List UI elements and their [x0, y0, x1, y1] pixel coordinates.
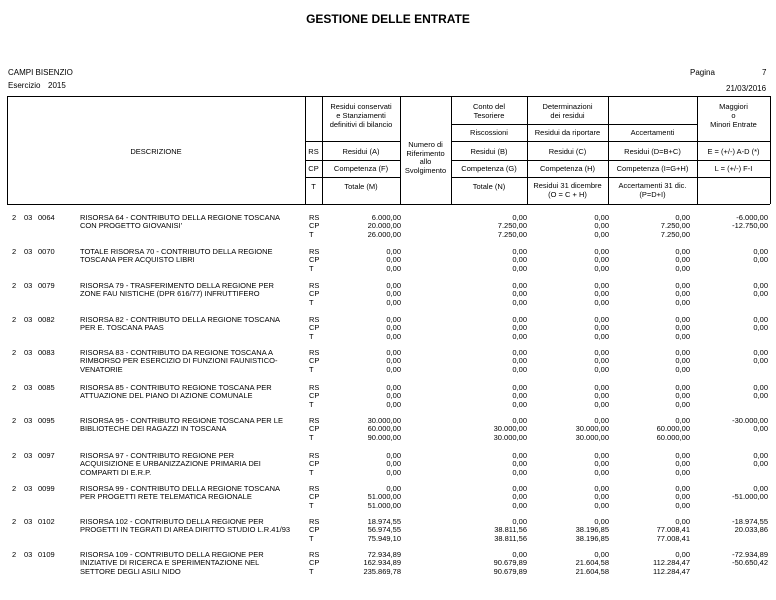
- row-value-v2: 0,00: [512, 517, 527, 526]
- row-value-v1: 0,00: [386, 391, 401, 401]
- row-code-2: 03: [24, 213, 33, 222]
- row-value-v2: 0,00: [512, 550, 527, 559]
- row-value-v2: 0,00: [512, 399, 527, 409]
- header-riscossioni: Riscossioni: [470, 128, 508, 137]
- row-value-v2: 0,00: [512, 391, 527, 401]
- row-value-v5: 0,00: [753, 451, 768, 460]
- header-competenza-f: Competenza (F): [333, 164, 389, 173]
- row-value-v3: 0,00: [594, 255, 609, 265]
- row-value-v2: 0,00: [512, 255, 527, 265]
- row-type-t: T: [309, 263, 314, 273]
- row-value-v1: 0,00: [386, 263, 401, 273]
- row-code-2: 03: [24, 416, 33, 425]
- header-residui-a: Residui (A): [342, 147, 380, 156]
- row-value-v2: 0,00: [512, 500, 527, 510]
- row-value-v2: 0,00: [512, 289, 527, 299]
- row-type-t: T: [309, 297, 314, 307]
- row-value-v1: 0,00: [386, 467, 401, 477]
- row-value-v4: 0,00: [675, 213, 690, 222]
- row-code-2: 03: [24, 281, 33, 290]
- row-value-v5: -6.000,00: [736, 213, 768, 222]
- row-value-v3: 0,00: [594, 356, 609, 366]
- row-value-v2: 0,00: [512, 356, 527, 366]
- row-value-v4: 0,00: [675, 331, 690, 341]
- row-value-v2: 0,00: [512, 331, 527, 341]
- row-code-2: 03: [24, 383, 33, 392]
- report-date: 21/03/2016: [726, 84, 767, 93]
- row-type-t: T: [309, 364, 314, 374]
- row-value-v1: 26.000,00: [367, 229, 401, 239]
- row-code-1: 2: [12, 281, 17, 290]
- row-value-v1: 51.000,00: [367, 500, 401, 510]
- row-code-3: 0097: [38, 451, 55, 460]
- row-value-v2: 30.000,00: [493, 432, 527, 442]
- row-value-v3: 0,00: [594, 331, 609, 341]
- row-code-3: 0099: [38, 484, 55, 493]
- row-value-v4: 77.008,41: [656, 533, 690, 543]
- row-value-v1: 72.934,89: [367, 550, 401, 559]
- row-value-v3: 0,00: [594, 263, 609, 273]
- row-type-t: T: [309, 533, 314, 543]
- row-type-cp: CP: [309, 492, 320, 502]
- row-code-3: 0109: [38, 550, 55, 559]
- row-value-v4: 60.000,00: [656, 424, 690, 434]
- row-value-v2: 0,00: [512, 383, 527, 392]
- row-type-cp: CP: [309, 391, 320, 401]
- row-value-v4: 112.284,47: [653, 558, 690, 568]
- row-value-v4: 77.008,41: [656, 525, 690, 535]
- row-value-v3: 0,00: [594, 229, 609, 239]
- row-value-v4: 0,00: [675, 263, 690, 273]
- row-value-v2: 0,00: [512, 213, 527, 222]
- row-code-1: 2: [12, 416, 17, 425]
- row-value-v1: 18.974,55: [367, 517, 401, 526]
- row-value-v3: 0,00: [594, 416, 609, 425]
- header-totale-n: Totale (N): [472, 182, 506, 191]
- row-value-v1: 0,00: [386, 399, 401, 409]
- header-residui-c: Residui (C): [548, 147, 587, 156]
- header-competenza-h: Competenza (H): [539, 164, 596, 173]
- row-value-v3: 0,00: [594, 459, 609, 469]
- row-value-v2: 7.250,00: [497, 221, 527, 231]
- row-value-v5: 0,00: [753, 356, 768, 366]
- row-value-v4: 0,00: [675, 492, 690, 502]
- row-description: RISORSA 109 - CONTRIBUTO DELLA REGIONE PER INIZIATIVE DI RICERCA E SPERIMENTAZIONE NEL SETTORE DEGLI ASILI NIDO: [80, 550, 264, 576]
- row-description: RISORSA 83 - CONTRIBUTO DA REGIONE TOSCANA A RIMBORSO PER ESERCIZIO DI FUNZIONI FAUNISTICO- VENATORIE: [80, 348, 278, 374]
- row-value-v3: 0,00: [594, 364, 609, 374]
- row-value-v5: 0,00: [753, 281, 768, 290]
- row-value-v5: 0,00: [753, 255, 768, 265]
- row-type-cp: CP: [309, 289, 320, 299]
- row-type-cp: CP: [309, 323, 320, 333]
- row-code-2: 03: [24, 451, 33, 460]
- row-value-v1: 0,00: [386, 383, 401, 392]
- row-value-v4: 7.250,00: [660, 229, 690, 239]
- row-value-v4: 0,00: [675, 247, 690, 256]
- row-type-rs: RS: [309, 281, 320, 290]
- row-value-v3: 21.604,58: [575, 558, 609, 568]
- header-e-formula: E = (+/-) A-D (*): [707, 147, 760, 156]
- row-type-cp: CP: [309, 221, 320, 231]
- row-value-v4: 0,00: [675, 323, 690, 333]
- row-value-v5: 0,00: [753, 289, 768, 299]
- row-value-v2: 0,00: [512, 364, 527, 374]
- row-value-v1: 0,00: [386, 451, 401, 460]
- row-type-rs: RS: [309, 315, 320, 324]
- row-description: RISORSA 85 - CONTRIBUTO REGIONE TOSCANA PER ATTUAZIONE DEL PIANO DI AZIONE COMUNALE: [80, 383, 272, 401]
- page-title: GESTIONE DELLE ENTRATE: [306, 12, 470, 26]
- header-residui-da-riportare: Residui da riportare: [534, 128, 601, 137]
- row-value-v3: 0,00: [594, 484, 609, 493]
- row-type-rs: RS: [309, 416, 320, 425]
- row-value-v3: 0,00: [594, 492, 609, 502]
- row-code-1: 2: [12, 383, 17, 392]
- row-code-3: 0079: [38, 281, 55, 290]
- row-value-v3: 38.196,85: [575, 533, 609, 543]
- row-value-v1: 90.000,00: [367, 432, 401, 442]
- row-code-2: 03: [24, 348, 33, 357]
- row-value-v5: -18.974,55: [732, 517, 768, 526]
- row-value-v4: 0,00: [675, 364, 690, 374]
- row-code-1: 2: [12, 247, 17, 256]
- row-code-3: 0082: [38, 315, 55, 324]
- row-value-v3: 0,00: [594, 399, 609, 409]
- row-value-v4: 0,00: [675, 500, 690, 510]
- row-value-v1: 0,00: [386, 255, 401, 265]
- row-value-v3: 0,00: [594, 383, 609, 392]
- row-value-v3: 0,00: [594, 281, 609, 290]
- header-accertamenti: Accertamenti: [630, 128, 675, 137]
- row-description: RISORSA 95 - CONTRIBUTO REGIONE TOSCANA PER LE BIBLIOTECHE DEI RAGAZZI IN TOSCANA: [80, 416, 283, 434]
- row-code-1: 2: [12, 451, 17, 460]
- header-residui-d: Residui (D=B+C): [624, 147, 681, 156]
- header-maggiori: Maggiori o Minori Entrate: [710, 102, 757, 129]
- row-type-t: T: [309, 566, 314, 576]
- row-value-v2: 90.679,89: [493, 566, 527, 576]
- row-value-v1: 0,00: [386, 484, 401, 493]
- row-value-v3: 0,00: [594, 247, 609, 256]
- row-type-rs: RS: [309, 213, 320, 222]
- header-residui-b: Residui (B): [470, 147, 508, 156]
- row-code-1: 2: [12, 348, 17, 357]
- row-value-v4: 0,00: [675, 459, 690, 469]
- row-value-v1: 0,00: [386, 356, 401, 366]
- row-type-cp: CP: [309, 459, 320, 469]
- row-value-v1: 0,00: [386, 348, 401, 357]
- row-value-v1: 0,00: [386, 315, 401, 324]
- header-rs: RS: [308, 147, 319, 156]
- row-value-v4: 0,00: [675, 550, 690, 559]
- row-type-t: T: [309, 331, 314, 341]
- exercise-label: Esercizio: [8, 81, 41, 90]
- row-value-v3: 30.000,00: [575, 424, 609, 434]
- row-type-rs: RS: [309, 451, 320, 460]
- row-value-v2: 90.679,89: [493, 558, 527, 568]
- row-value-v5: -51.000,00: [732, 492, 768, 502]
- row-value-v4: 0,00: [675, 289, 690, 299]
- row-value-v4: 112.284,47: [653, 566, 690, 576]
- row-value-v3: 0,00: [594, 289, 609, 299]
- header-competenza-i: Competenza (I=G+H): [616, 164, 689, 173]
- row-code-1: 2: [12, 484, 17, 493]
- header-residui-conservati: Residui conservati e Stanziamenti definitivi di bilancio: [329, 102, 393, 129]
- row-value-v4: 0,00: [675, 399, 690, 409]
- header-cp: CP: [308, 164, 319, 173]
- row-value-v4: 0,00: [675, 356, 690, 366]
- header-residui-31: Residui 31 dicembre (O = C + H): [533, 181, 602, 199]
- row-type-cp: CP: [309, 525, 320, 535]
- row-value-v1: 0,00: [386, 323, 401, 333]
- row-value-v4: 0,00: [675, 391, 690, 401]
- row-code-3: 0070: [38, 247, 55, 256]
- row-code-3: 0064: [38, 213, 55, 222]
- row-code-1: 2: [12, 315, 17, 324]
- row-value-v2: 0,00: [512, 315, 527, 324]
- row-value-v1: 0,00: [386, 331, 401, 341]
- row-value-v1: 0,00: [386, 247, 401, 256]
- row-value-v2: 0,00: [512, 323, 527, 333]
- row-value-v3: 0,00: [594, 297, 609, 307]
- row-value-v4: 0,00: [675, 416, 690, 425]
- row-type-t: T: [309, 467, 314, 477]
- row-value-v5: -12.750,00: [732, 221, 768, 231]
- row-type-rs: RS: [309, 517, 320, 526]
- row-value-v3: 0,00: [594, 221, 609, 231]
- row-value-v5: -50.650,42: [732, 558, 768, 568]
- row-code-2: 03: [24, 247, 33, 256]
- header-accertamenti-31: Accertamenti 31 dic. (P=D+I): [618, 181, 687, 199]
- row-description: RISORSA 99 - CONTRIBUTO DELLA REGIONE TOSCANA PER PROGETTI RETE TELEMATICA REGIONALE: [80, 484, 281, 502]
- row-value-v5: -72.934,89: [732, 550, 768, 559]
- row-value-v2: 0,00: [512, 484, 527, 493]
- row-value-v3: 0,00: [594, 323, 609, 333]
- header-conto-tesoriere: Conto del Tesoriere: [472, 102, 506, 120]
- row-code-3: 0102: [38, 517, 55, 526]
- row-value-v1: 235.869,78: [363, 566, 401, 576]
- row-value-v2: 0,00: [512, 492, 527, 502]
- row-value-v2: 30.000,00: [493, 424, 527, 434]
- row-value-v3: 0,00: [594, 391, 609, 401]
- row-value-v4: 0,00: [675, 484, 690, 493]
- row-value-v2: 7.250,00: [497, 229, 527, 239]
- row-value-v1: 6.000,00: [371, 213, 401, 222]
- row-value-v4: 0,00: [675, 383, 690, 392]
- row-value-v3: 38.196,85: [575, 525, 609, 535]
- row-type-t: T: [309, 500, 314, 510]
- row-value-v2: 38.811,56: [494, 533, 527, 543]
- row-code-3: 0085: [38, 383, 55, 392]
- row-value-v3: 30.000,00: [575, 432, 609, 442]
- row-value-v3: 0,00: [594, 550, 609, 559]
- header-totale-m: Totale (M): [344, 182, 378, 191]
- row-code-2: 03: [24, 484, 33, 493]
- row-value-v3: 0,00: [594, 467, 609, 477]
- row-value-v1: 162.934,89: [363, 558, 401, 568]
- header-l-formula: L = (+/-) F-I: [714, 164, 753, 173]
- row-type-rs: RS: [309, 383, 320, 392]
- row-value-v1: 0,00: [386, 289, 401, 299]
- row-value-v1: 60.000,00: [367, 424, 401, 434]
- row-value-v1: 51.000,00: [367, 492, 401, 502]
- row-value-v5: 0,00: [753, 348, 768, 357]
- row-value-v4: 0,00: [675, 467, 690, 477]
- row-value-v4: 0,00: [675, 348, 690, 357]
- row-value-v4: 0,00: [675, 517, 690, 526]
- row-value-v2: 0,00: [512, 297, 527, 307]
- row-value-v1: 75.949,10: [367, 533, 401, 543]
- row-value-v4: 7.250,00: [660, 221, 690, 231]
- row-value-v2: 0,00: [512, 281, 527, 290]
- row-value-v1: 0,00: [386, 364, 401, 374]
- row-value-v3: 0,00: [594, 517, 609, 526]
- row-description: RISORSA 64 - CONTRIBUTO DELLA REGIONE TOSCANA CON PROGETTO GIOVANISI': [80, 213, 281, 231]
- row-type-cp: CP: [309, 356, 320, 366]
- page-label: Pagina: [690, 68, 715, 77]
- row-description: RISORSA 102 - CONTRIBUTO DELLA REGIONE PER PROGETTI IN TEGRATI DI AREA DIRITTO STUDIO L.R.41/93: [80, 517, 291, 535]
- header-t: T: [311, 182, 316, 191]
- row-type-t: T: [309, 229, 314, 239]
- row-type-rs: RS: [309, 484, 320, 493]
- row-value-v2: 0,00: [512, 263, 527, 273]
- row-code-3: 0095: [38, 416, 55, 425]
- row-value-v2: 0,00: [512, 247, 527, 256]
- row-type-t: T: [309, 399, 314, 409]
- row-value-v3: 0,00: [594, 213, 609, 222]
- row-value-v1: 56.974,55: [367, 525, 401, 535]
- row-description: RISORSA 97 - CONTRIBUTO REGIONE PER ACQUISIZIONE E URBANIZZAZIONE PRIMARIA DEI COMPARTI DI E.R.P.: [80, 451, 261, 477]
- row-value-v5: 0,00: [753, 391, 768, 401]
- row-code-2: 03: [24, 517, 33, 526]
- row-type-cp: CP: [309, 255, 320, 265]
- row-type-rs: RS: [309, 348, 320, 357]
- row-value-v5: -30.000,00: [732, 416, 768, 425]
- row-code-1: 2: [12, 517, 17, 526]
- row-code-2: 03: [24, 315, 33, 324]
- row-value-v2: 38.811,56: [494, 525, 527, 535]
- row-value-v5: 0,00: [753, 484, 768, 493]
- page-number: 7: [762, 68, 767, 77]
- row-value-v5: 0,00: [753, 424, 768, 434]
- row-code-3: 0083: [38, 348, 55, 357]
- row-value-v3: 21.604,58: [575, 566, 609, 576]
- header-numero-riferimento: Numero di Riferimento allo Svolgimento: [404, 140, 447, 175]
- row-value-v4: 0,00: [675, 451, 690, 460]
- row-description: RISORSA 82 - CONTRIBUTO DELLA REGIONE TOSCANA PER E. TOSCANA PAAS: [80, 315, 281, 333]
- header-determinazioni: Determinazioni dei residui: [542, 102, 593, 120]
- row-value-v5: 0,00: [753, 383, 768, 392]
- row-code-2: 03: [24, 550, 33, 559]
- row-value-v2: 0,00: [512, 467, 527, 477]
- row-value-v5: 0,00: [753, 323, 768, 333]
- row-value-v5: 0,00: [753, 459, 768, 469]
- row-value-v1: 20.000,00: [367, 221, 401, 231]
- exercise-year: 2015: [48, 81, 66, 90]
- row-value-v5: 20.033,86: [734, 525, 768, 535]
- row-type-rs: RS: [309, 550, 320, 559]
- header-competenza-g: Competenza (G): [461, 164, 517, 173]
- entity-name: CAMPI BISENZIO: [8, 68, 73, 77]
- row-value-v4: 60.000,00: [656, 432, 690, 442]
- row-value-v2: 0,00: [512, 416, 527, 425]
- row-value-v5: 0,00: [753, 315, 768, 324]
- row-value-v2: 0,00: [512, 451, 527, 460]
- row-value-v1: 30.000,00: [367, 416, 401, 425]
- row-value-v3: 0,00: [594, 451, 609, 460]
- row-value-v5: 0,00: [753, 247, 768, 256]
- row-description: TOTALE RISORSA 70 - CONTRIBUTO DELLA REGIONE TOSCANA PER ACQUISTO LIBRI: [80, 247, 273, 265]
- row-value-v3: 0,00: [594, 500, 609, 510]
- row-value-v4: 0,00: [675, 315, 690, 324]
- row-type-t: T: [309, 432, 314, 442]
- row-code-1: 2: [12, 550, 17, 559]
- row-value-v1: 0,00: [386, 281, 401, 290]
- row-value-v2: 0,00: [512, 459, 527, 469]
- row-code-1: 2: [12, 213, 17, 222]
- row-type-cp: CP: [309, 558, 320, 568]
- header-descrizione: DESCRIZIONE: [130, 147, 182, 156]
- row-value-v3: 0,00: [594, 348, 609, 357]
- row-value-v4: 0,00: [675, 255, 690, 265]
- row-value-v4: 0,00: [675, 297, 690, 307]
- row-description: RISORSA 79 - TRASFERIMENTO DELLA REGIONE PER ZONE FAU NISTICHE (DPR 616/77) INFRUTTIFERO: [80, 281, 274, 299]
- row-value-v1: 0,00: [386, 459, 401, 469]
- row-type-cp: CP: [309, 424, 320, 434]
- row-value-v3: 0,00: [594, 315, 609, 324]
- row-value-v2: 0,00: [512, 348, 527, 357]
- row-value-v1: 0,00: [386, 297, 401, 307]
- row-type-rs: RS: [309, 247, 320, 256]
- row-value-v4: 0,00: [675, 281, 690, 290]
